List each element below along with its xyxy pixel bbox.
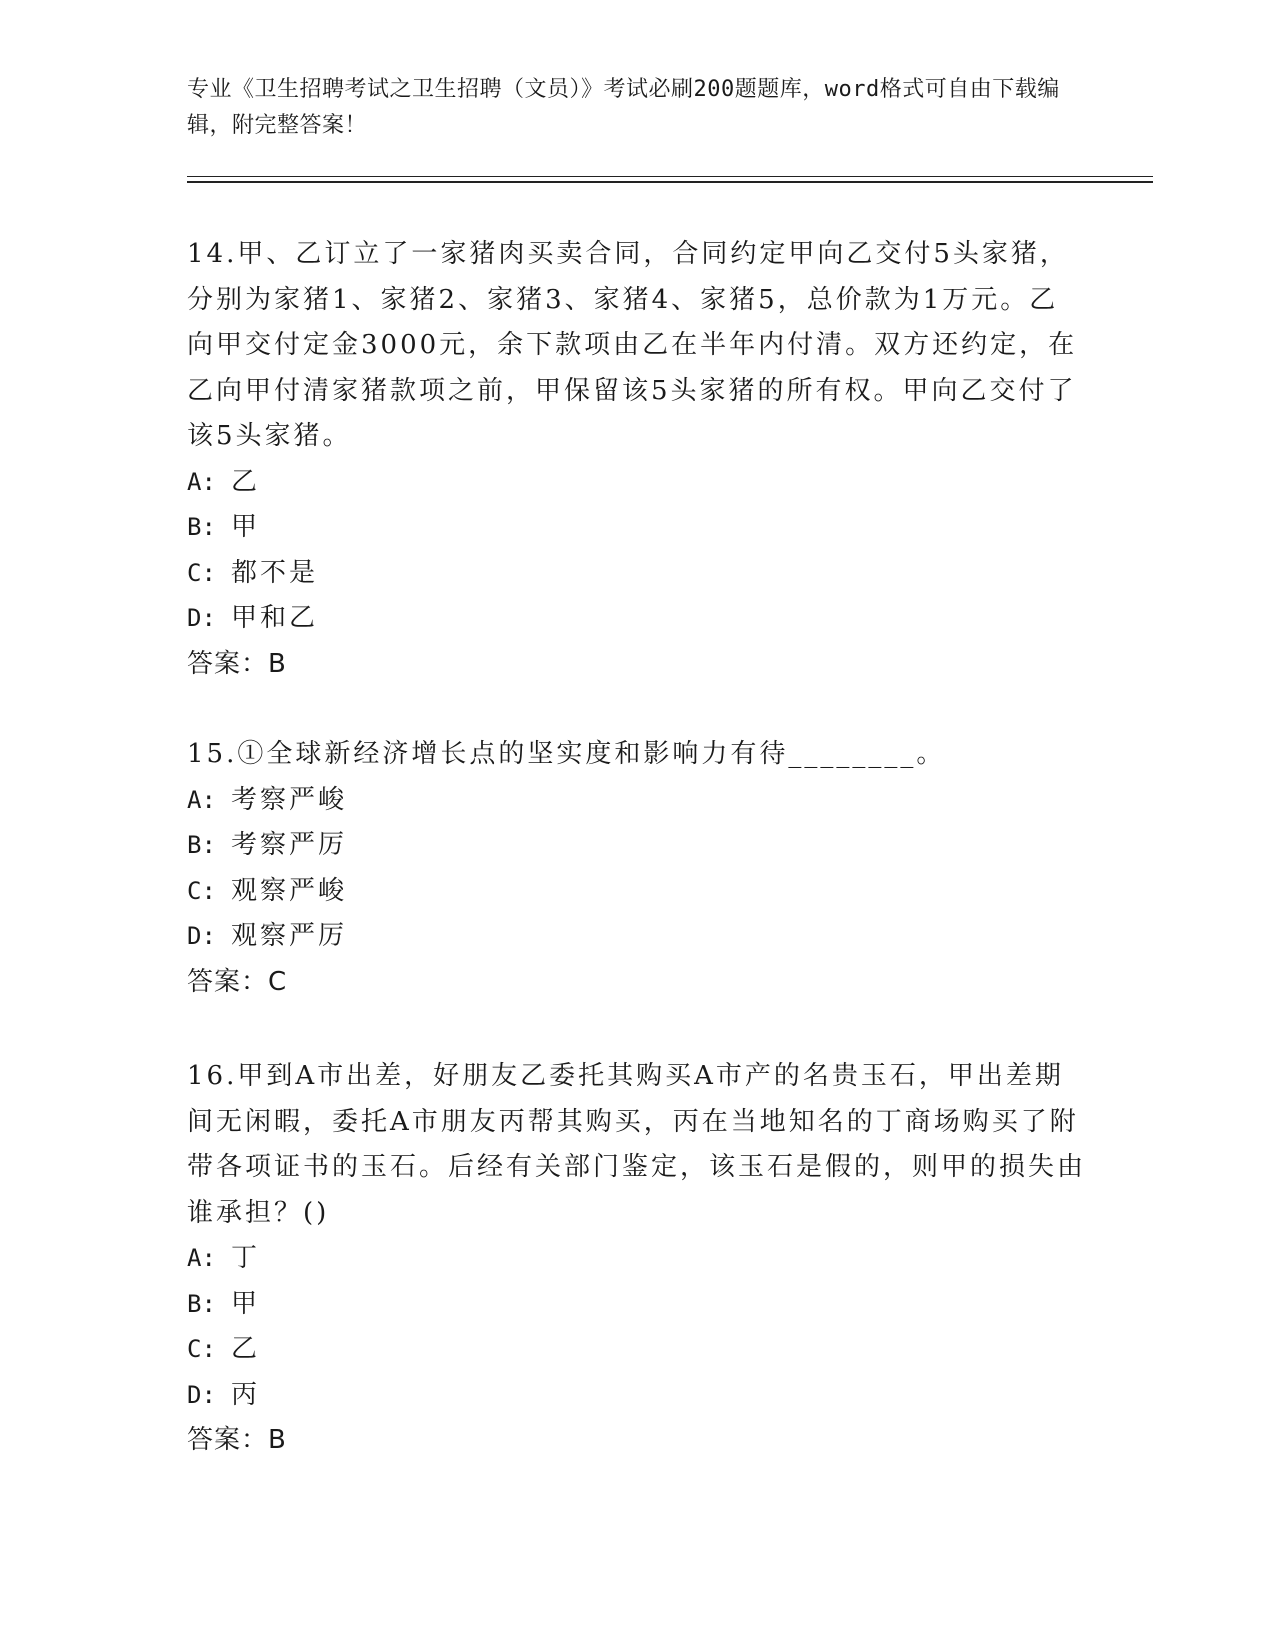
option-c (187, 869, 1087, 915)
answer-line: 答案：B (187, 1425, 287, 1455)
option-letter: A: (187, 785, 216, 814)
option-letter: C: (187, 558, 216, 587)
option-text: 乙 (231, 466, 261, 497)
option-letter: A: (187, 467, 216, 496)
option-letter: B: (187, 513, 216, 541)
option-text: 考察严厉 (231, 830, 348, 860)
option-letter: B: (187, 831, 216, 859)
document-header: 专业《卫生招聘考试之卫生招聘（文员）》考试必刷200题题库，word格式可自由下载编辑，附完整答案！ (187, 77, 1060, 138)
option-letter: A: (187, 1244, 216, 1272)
question-stem: 15.①全球新经济增长点的坚实度和影响力有待________。 (187, 739, 946, 769)
option-letter: D: (187, 922, 216, 950)
option-letter: D: (187, 1380, 216, 1409)
question-stem: 14.甲、乙订立了一家猪肉买卖合同，合同约定甲向乙交付5头家猪，分别为家猪1、家猪2、家猪3、家猪4、家猪5，总价款为1万元。乙向甲交付定金3000元，余下款项由乙在半年内付清。双方还约定，在乙向甲付清家猪款项之前，甲保留该5头家猪的所有权。甲向乙交付了该5头家猪。 (187, 239, 1078, 451)
header-divider-bottom (187, 181, 1153, 183)
option-text: 甲 (231, 1288, 261, 1319)
option-a (187, 778, 1087, 824)
option-letter: B: (187, 1289, 216, 1318)
option-a (187, 460, 1087, 506)
option-a (187, 1236, 1087, 1282)
option-b (187, 1282, 1087, 1328)
option-letter: C: (187, 1335, 216, 1363)
option-text: 乙 (231, 1334, 261, 1364)
option-b (187, 505, 1087, 551)
question-15 (187, 732, 1087, 1005)
option-c (187, 551, 1087, 597)
option-text: 丙 (231, 1379, 261, 1410)
option-text: 丁 (231, 1243, 261, 1273)
option-text: 都不是 (231, 557, 319, 588)
option-letter: C: (187, 876, 216, 905)
option-text: 观察严厉 (231, 921, 348, 951)
option-text: 甲 (231, 512, 261, 542)
answer-line: 答案：B (187, 648, 287, 679)
option-letter: D: (187, 604, 216, 632)
header-divider-top (187, 176, 1153, 177)
option-b (187, 823, 1087, 869)
option-d (187, 1373, 1087, 1419)
answer-line: 答案：C (187, 966, 288, 997)
option-d (187, 914, 1087, 960)
option-text: 观察严峻 (231, 875, 348, 906)
option-c (187, 1327, 1087, 1373)
question-16 (187, 1054, 1087, 1464)
option-text: 考察严峻 (231, 784, 348, 815)
option-text: 甲和乙 (231, 603, 319, 633)
option-d (187, 596, 1087, 642)
question-stem: 16.甲到A市出差，好朋友乙委托其购买A市产的名贵玉石，甲出差期间无闲暇，委托A市朋友丙帮其购买，丙在当地知名的丁商场购买了附带各项证书的玉石。后经有关部门鉴定，该玉石是假的，则甲的损失由谁承担？() (187, 1061, 1087, 1228)
question-14 (187, 232, 1087, 687)
